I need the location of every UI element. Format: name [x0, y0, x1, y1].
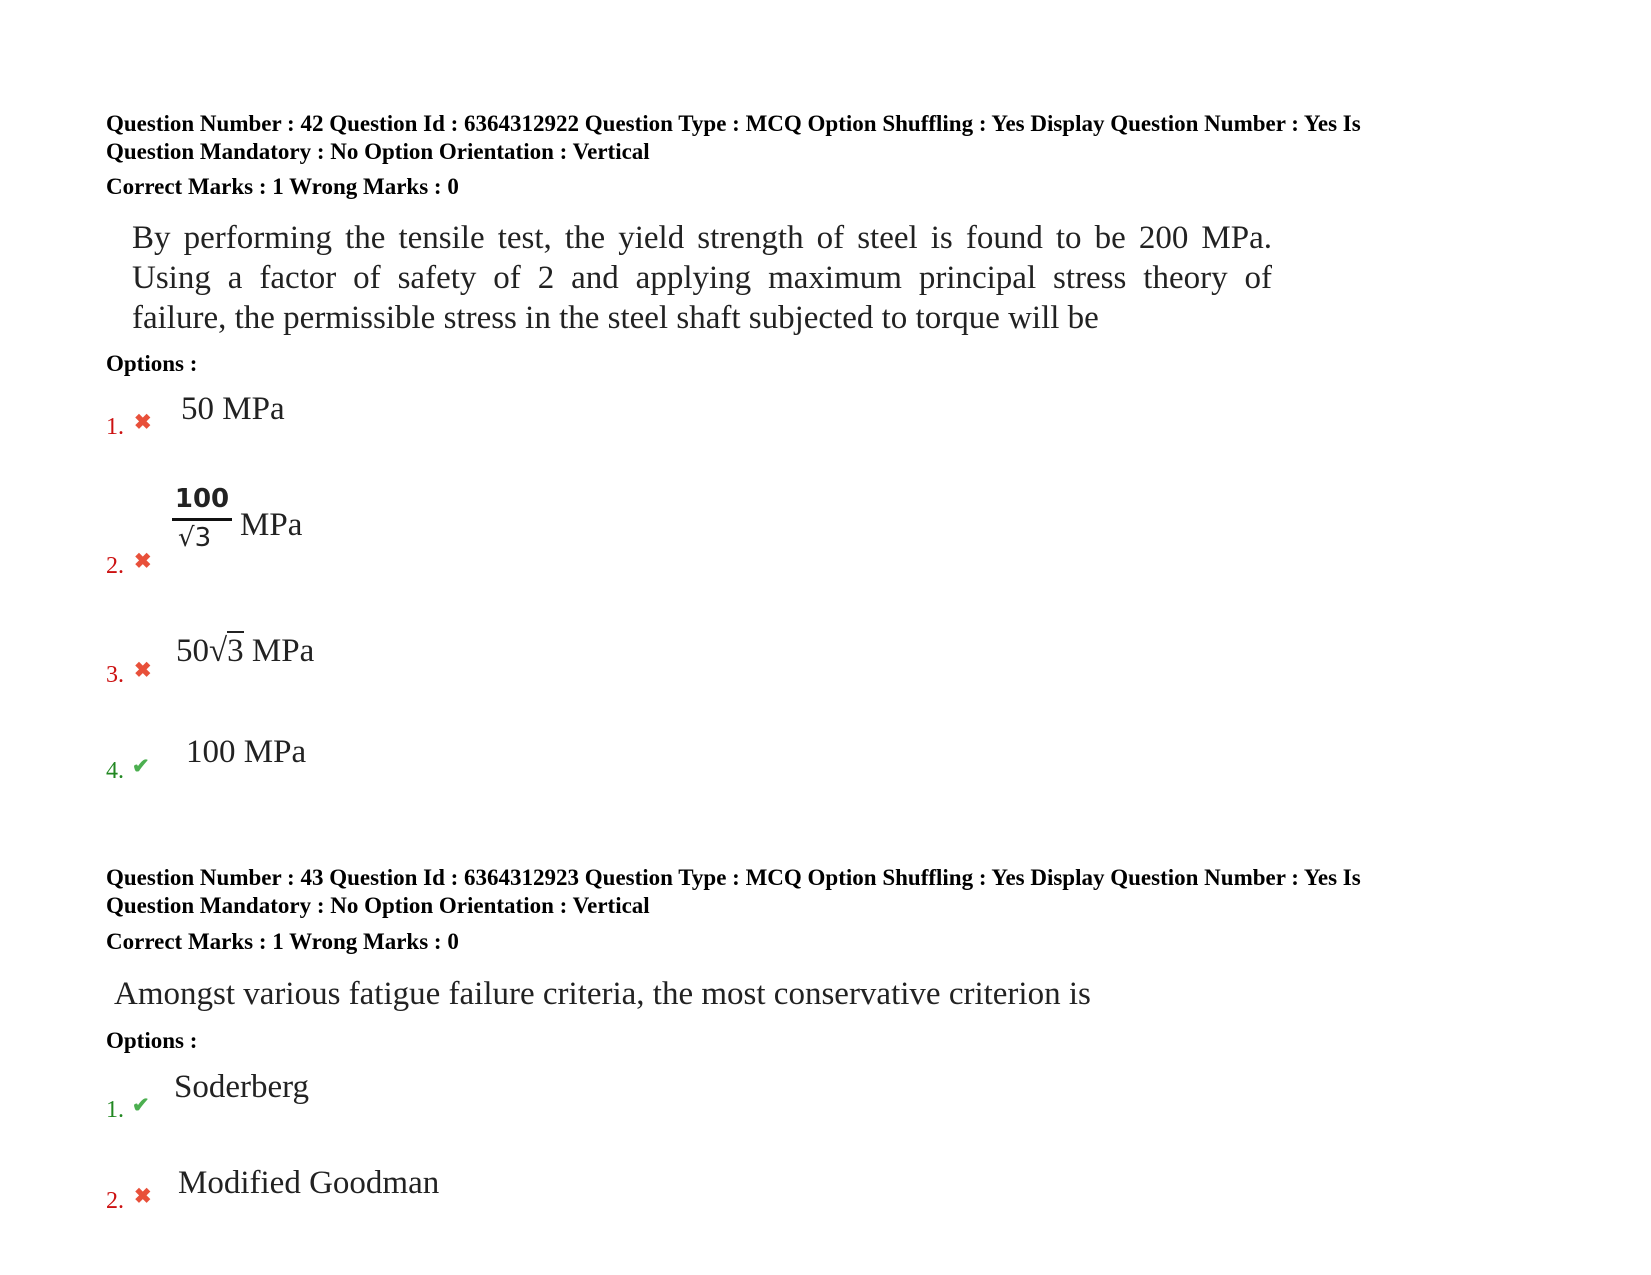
cross-icon: ✖ [134, 410, 152, 434]
check-icon: ✔ [132, 1093, 150, 1117]
question-text-line: By performing the tensile test, the yield strength of steel is found to be 200 MPa. [132, 220, 1272, 256]
option-coefficient: 50 [176, 633, 209, 669]
cross-icon: ✖ [134, 658, 152, 682]
option-number: 2. [106, 553, 124, 579]
option-number: 3. [106, 662, 124, 688]
question-header-line1: Question Number : 43 Question Id : 6364312923 Question Type : MCQ Option Shuffling : Yes Display Question Number : Yes Is [106, 865, 1361, 890]
option-unit: MPa [240, 507, 303, 543]
question-text-line: Using a factor of safety of 2 and applying maximum principal stress theory of [132, 260, 1272, 296]
fraction-numerator: 100 [174, 484, 230, 514]
option-number: 1. [106, 414, 124, 440]
option-number: 1. [106, 1097, 124, 1123]
cross-icon: ✖ [134, 1184, 152, 1208]
radicand: 3 [227, 633, 244, 669]
option-text: Soderberg [174, 1069, 310, 1105]
cross-icon: ✖ [134, 549, 152, 573]
question-header [106, 864, 1361, 920]
option-unit: MPa [251, 633, 315, 669]
question-text-line: failure, the permissible stress in the steel shaft subjected to torque will be [132, 300, 1099, 336]
option-text: 50 MPa [181, 391, 285, 427]
question-header [106, 110, 1361, 166]
option-text: Modified Goodman [178, 1165, 440, 1201]
question-marks: Correct Marks : 1 Wrong Marks : 0 [106, 929, 459, 954]
radical-sign: √ [178, 523, 195, 553]
question-text-line: Amongst various fatigue failure criteria, the most conservative criterion is [114, 976, 1091, 1012]
fraction-bar [172, 518, 232, 521]
options-label: Options : [106, 1028, 198, 1053]
question-header-line2: Question Mandatory : No Option Orientation : Vertical [106, 893, 650, 918]
fraction-denominator [178, 522, 211, 554]
question-header-line1: Question Number : 42 Question Id : 6364312922 Question Type : MCQ Option Shuffling : Yes Display Question Number : Yes Is [106, 111, 1361, 136]
option-number: 2. [106, 1188, 124, 1214]
question-text [114, 974, 1091, 1014]
fraction [172, 484, 234, 558]
option-text: 100 MPa [186, 734, 307, 770]
question-text [132, 218, 1272, 338]
radicand: 3 [194, 523, 212, 553]
option-number: 4. [106, 758, 124, 784]
radical-sign: √ [209, 633, 228, 669]
option-text [176, 632, 314, 670]
check-icon: ✔ [132, 754, 150, 778]
options-label: Options : [106, 351, 198, 376]
question-header-line2: Question Mandatory : No Option Orientation : Vertical [106, 139, 650, 164]
question-marks: Correct Marks : 1 Wrong Marks : 0 [106, 174, 459, 199]
